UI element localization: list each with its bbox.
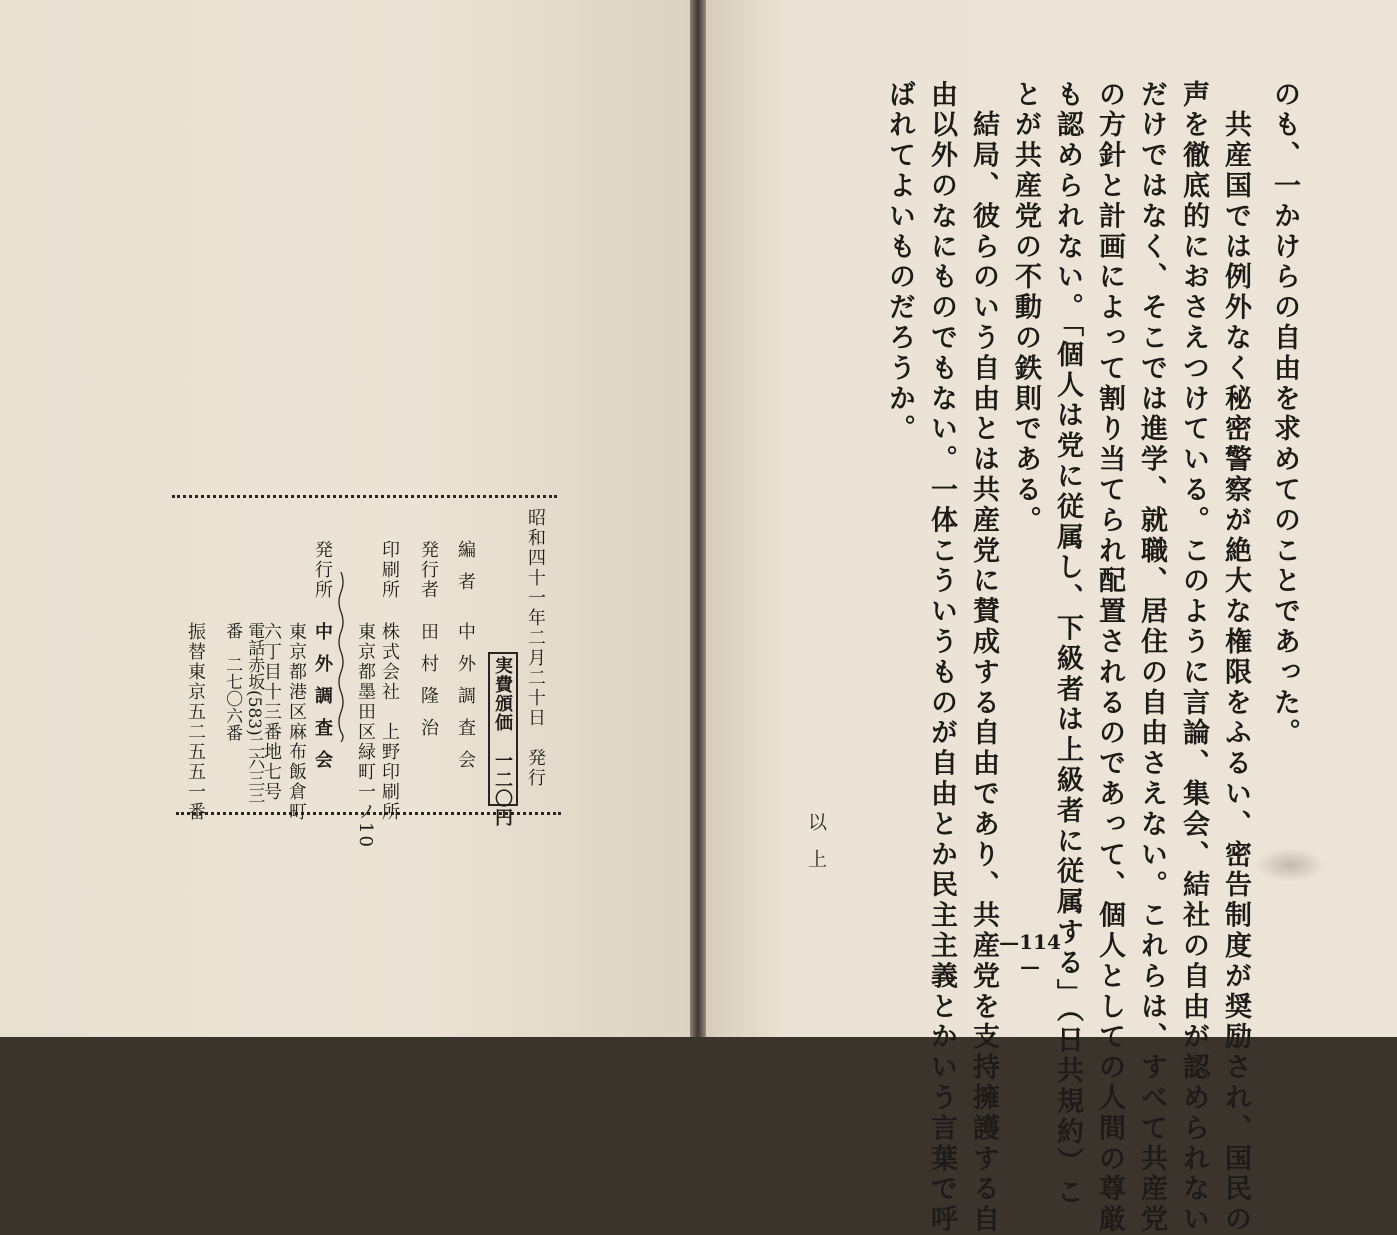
body-column-4: だけではなく、そこでは進学、就職、居住の自由さえない。これらは、すべて共産党 [1136,80,1167,1235]
publisher-label: 発行者 [418,540,439,600]
publisher-name: 田村隆治 [418,622,439,750]
page-number: —114— [999,930,1061,978]
printer-address: 東京都墨田区緑町一ノ10 [355,622,376,849]
editor-label: 編者 [455,540,476,604]
closing-mark: 以上 [805,812,827,886]
body-column-5: の方針と計画によって割り当てられ配置されるのであって、個人としての人間の尊厳 [1094,80,1125,1235]
colophon-top-rule [172,495,557,498]
office-name: 中外調査会 [312,622,333,782]
body-column-3: 声を徹底的におさえつけている。このように言論、集会、結社の自由が認められない [1178,80,1209,1235]
body-column-10: ばれてよいものだろうか。 [884,80,915,445]
book-gutter [690,0,706,1037]
body-column-7: とが共産党の不動の鉄則である。 [1010,80,1041,536]
body-column-2: 共産国では例外なく秘密警察が絶大な権限をふるい、密告制度が奨励され、国民の [1220,80,1251,1235]
body-column-9: 由以外のなにものでもない。一体こういうものが自由とか民主主義とかいう言葉で呼 [926,80,957,1235]
office-transfer: 振替東京五二五五一番 [185,622,206,822]
left-page [0,0,690,1037]
editor-name: 中外調査会 [455,622,476,782]
colophon-price: 実費頒価 一二〇円 [492,656,513,827]
bracket-wave [336,572,346,742]
office-phone: 電話赤坂(583)二六三三番 二七〇六番 [222,622,265,804]
body-column-6: も認められない。「個人は党に従属し、下級者は上級者に従属する」（日共規約）こ [1052,80,1083,1209]
body-column-1: のも、一かけらの自由を求めてのことであった。 [1269,80,1300,749]
office-address-1: 東京都港区麻布飯倉町 [286,622,307,822]
office-address-2: 六丁目十三番地七号 [261,622,282,802]
page-smudge [1255,848,1325,882]
printer-label: 印刷所 [379,540,400,600]
body-column-8: 結局、彼らのいう自由とは共産党に賛成する自由であり、共産党を支持擁護する自 [968,80,999,1235]
printer-name: 株式会社 上野印刷所 [379,622,400,822]
colophon-date: 昭和四十一年二月二十日 発行 [525,508,546,788]
office-label: 発行所 [312,540,333,600]
